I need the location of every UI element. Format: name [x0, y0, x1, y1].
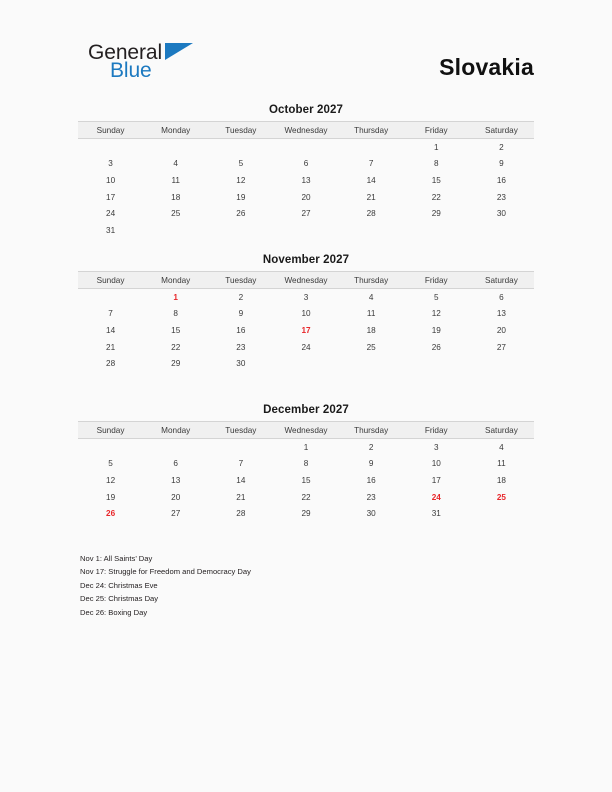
day-cell[interactable]: 29	[431, 209, 441, 219]
weekday-header-sunday: Sunday	[78, 272, 143, 289]
calendar-week-row	[78, 456, 534, 473]
calendar-table-october	[78, 121, 534, 239]
calendar-body	[78, 439, 534, 539]
weekday-header-tuesday: Tuesday	[208, 122, 273, 139]
empty-day-cell	[208, 522, 273, 539]
day-cell[interactable]: 24	[106, 209, 116, 219]
empty-day-cell	[273, 372, 338, 389]
calendar-week-row	[78, 139, 534, 156]
triangle-icon	[165, 43, 193, 60]
empty-day-cell	[404, 222, 469, 239]
empty-day-cell	[339, 139, 404, 156]
empty-day-cell	[208, 139, 273, 156]
weekday-header-row	[78, 422, 534, 439]
day-cell[interactable]: 20	[171, 492, 181, 502]
calendar-week-row	[78, 189, 534, 206]
holiday-legend-item: Nov 17: Struggle for Freedom and Democracy Day	[80, 567, 251, 577]
weekday-header-row	[78, 272, 534, 289]
weekday-header-friday: Friday	[404, 122, 469, 139]
empty-day-cell	[469, 522, 534, 539]
calendar-body	[78, 139, 534, 239]
day-cell[interactable]: 26	[431, 342, 441, 352]
day-cell[interactable]: 13	[171, 475, 181, 485]
holiday-legend	[80, 552, 500, 619]
weekday-header-saturday: Saturday	[469, 272, 534, 289]
day-cell[interactable]: 5	[108, 459, 113, 469]
page-title: Slovakia	[439, 54, 534, 80]
weekday-header-friday: Friday	[404, 272, 469, 289]
day-cell[interactable]: 9	[238, 309, 244, 319]
empty-day-cell	[469, 372, 534, 389]
day-cell[interactable]: 1	[433, 142, 439, 152]
empty-day-cell	[339, 355, 404, 372]
day-cell[interactable]: 3	[108, 159, 113, 169]
day-cell[interactable]: 7	[238, 459, 244, 469]
weekday-header-thursday: Thursday	[339, 122, 404, 139]
calendar-week-row	[78, 489, 534, 506]
day-cell[interactable]: 12	[431, 309, 441, 319]
day-cell[interactable]: 27	[496, 342, 506, 352]
empty-day-cell	[339, 522, 404, 539]
day-cell[interactable]: 17	[106, 192, 116, 202]
day-cell[interactable]: 19	[431, 325, 441, 335]
empty-day-cell	[469, 355, 534, 372]
day-cell[interactable]: 27	[301, 209, 311, 219]
holiday-legend-item: Dec 24: Christmas Eve	[80, 580, 158, 590]
holiday-legend-item: Nov 1: All Saints’ Day	[80, 554, 153, 563]
day-cell[interactable]: 11	[366, 309, 376, 319]
day-cell[interactable]: 22	[171, 342, 181, 352]
holiday-day-cell[interactable]: 26	[106, 509, 116, 519]
holiday-day-cell[interactable]: 25	[496, 492, 506, 502]
calendar-week-row	[78, 156, 534, 173]
month-title: December 2027	[263, 404, 349, 416]
logo-row-second	[88, 60, 162, 81]
empty-day-cell	[208, 372, 273, 389]
day-cell[interactable]: 7	[108, 309, 113, 319]
month-block-october	[78, 104, 534, 239]
day-cell[interactable]: 8	[173, 309, 178, 319]
day-cell[interactable]: 2	[368, 442, 374, 452]
calendar-week-row	[78, 306, 534, 323]
day-cell[interactable]: 28	[106, 359, 116, 369]
logo-text-general: General	[88, 41, 163, 64]
empty-day-cell	[469, 505, 534, 522]
empty-day-cell	[273, 522, 338, 539]
day-cell[interactable]: 12	[236, 175, 246, 185]
day-cell[interactable]: 4	[499, 442, 504, 452]
holiday-legend-item: Dec 26: Boxing Day	[80, 607, 148, 617]
day-cell[interactable]: 15	[431, 175, 441, 185]
calendar-week-row	[78, 472, 534, 489]
empty-day-cell	[273, 139, 338, 156]
day-cell[interactable]: 31	[106, 225, 116, 235]
weekday-header-wednesday: Wednesday	[273, 272, 338, 289]
day-cell[interactable]: 21	[236, 492, 246, 502]
day-cell[interactable]: 1	[303, 442, 309, 452]
weekday-header-row	[78, 122, 534, 139]
holiday-day-cell[interactable]: 24	[431, 492, 441, 502]
logo-text-blue: Blue	[110, 59, 152, 82]
day-cell[interactable]: 29	[171, 359, 181, 369]
day-cell[interactable]: 20	[496, 325, 506, 335]
day-cell[interactable]: 29	[301, 509, 311, 519]
empty-day-cell	[78, 289, 143, 306]
day-cell[interactable]: 7	[368, 159, 374, 169]
empty-day-cell	[404, 372, 469, 389]
general-blue-logo	[88, 42, 162, 81]
calendar-week-row	[78, 172, 534, 189]
holiday-day-cell[interactable]: 17	[301, 325, 311, 335]
day-cell[interactable]: 13	[496, 309, 506, 319]
day-cell[interactable]: 10	[301, 309, 311, 319]
empty-day-cell	[208, 222, 273, 239]
calendar-week-row	[78, 339, 534, 356]
day-cell[interactable]: 30	[236, 359, 246, 369]
day-cell[interactable]: 14	[236, 475, 246, 485]
empty-day-cell	[143, 139, 208, 156]
empty-day-cell	[78, 439, 143, 456]
weekday-header-saturday: Saturday	[469, 122, 534, 139]
calendar-table-december	[78, 421, 534, 539]
day-cell[interactable]: 24	[301, 342, 311, 352]
day-cell[interactable]: 14	[366, 175, 376, 185]
day-cell[interactable]: 2	[499, 142, 504, 152]
page-header	[78, 40, 534, 96]
day-cell[interactable]: 2	[238, 292, 244, 302]
empty-day-cell	[273, 355, 338, 372]
day-cell[interactable]: 9	[368, 459, 374, 469]
empty-day-cell	[78, 522, 143, 539]
weekday-header-tuesday: Tuesday	[208, 422, 273, 439]
day-cell[interactable]: 21	[106, 342, 116, 352]
month-block-november	[78, 254, 534, 389]
calendar-week-row	[78, 522, 534, 539]
calendar-week-row	[78, 289, 534, 306]
empty-day-cell	[143, 222, 208, 239]
day-cell[interactable]: 30	[366, 509, 376, 519]
empty-day-cell	[273, 222, 338, 239]
day-cell[interactable]: 23	[496, 192, 506, 202]
calendar-week-row	[78, 439, 534, 456]
day-cell[interactable]: 22	[431, 192, 441, 202]
day-cell[interactable]: 23	[236, 342, 246, 352]
empty-day-cell	[404, 522, 469, 539]
calendar-week-row	[78, 322, 534, 339]
weekday-header-monday: Monday	[143, 122, 208, 139]
day-cell[interactable]: 28	[236, 509, 246, 519]
weekday-header-sunday: Sunday	[78, 422, 143, 439]
calendar-body	[78, 289, 534, 389]
day-cell[interactable]: 15	[171, 325, 181, 335]
day-cell[interactable]: 19	[236, 192, 246, 202]
empty-day-cell	[78, 372, 143, 389]
day-cell[interactable]: 21	[366, 192, 376, 202]
day-cell[interactable]: 25	[171, 209, 181, 219]
holiday-day-cell[interactable]: 1	[173, 292, 178, 302]
day-cell[interactable]: 8	[303, 459, 309, 469]
calendar-week-row	[78, 205, 534, 222]
calendar-week-row	[78, 355, 534, 372]
calendar-table-november	[78, 271, 534, 389]
weekday-header-saturday: Saturday	[469, 422, 534, 439]
day-cell[interactable]: 5	[238, 159, 244, 169]
day-cell[interactable]: 8	[433, 159, 439, 169]
day-cell[interactable]: 16	[236, 325, 246, 335]
day-cell[interactable]: 6	[499, 292, 504, 302]
calendar-week-row	[78, 222, 534, 239]
day-cell[interactable]: 17	[431, 475, 441, 485]
day-cell[interactable]: 9	[499, 159, 504, 169]
day-cell[interactable]: 18	[366, 325, 376, 335]
day-cell[interactable]: 5	[433, 292, 439, 302]
empty-day-cell	[143, 372, 208, 389]
day-cell[interactable]: 28	[366, 209, 376, 219]
empty-day-cell	[208, 439, 273, 456]
weekday-header-wednesday: Wednesday	[273, 122, 338, 139]
day-cell[interactable]: 10	[106, 175, 116, 185]
day-cell[interactable]: 6	[303, 159, 309, 169]
month-title: October 2027	[268, 104, 344, 116]
day-cell[interactable]: 25	[366, 342, 376, 352]
empty-day-cell	[143, 439, 208, 456]
empty-day-cell	[143, 522, 208, 539]
empty-day-cell	[469, 222, 534, 239]
day-cell[interactable]: 18	[496, 475, 506, 485]
month-block-december	[78, 404, 534, 539]
day-cell[interactable]: 18	[171, 192, 181, 202]
empty-day-cell	[339, 222, 404, 239]
day-cell[interactable]: 11	[497, 459, 506, 469]
day-cell[interactable]: 30	[496, 209, 506, 219]
weekday-header-thursday: Thursday	[339, 272, 404, 289]
calendar-week-row	[78, 505, 534, 522]
holiday-legend-item: Dec 25: Christmas Day	[80, 594, 159, 604]
day-cell[interactable]: 11	[171, 175, 180, 185]
day-cell[interactable]: 10	[431, 459, 441, 469]
day-cell[interactable]: 4	[368, 292, 374, 302]
weekday-header-monday: Monday	[143, 272, 208, 289]
day-cell[interactable]: 4	[173, 159, 178, 169]
day-cell[interactable]: 12	[106, 475, 116, 485]
empty-day-cell	[404, 355, 469, 372]
weekday-header-tuesday: Tuesday	[208, 272, 273, 289]
day-cell[interactable]: 20	[301, 192, 311, 202]
weekday-header-friday: Friday	[404, 422, 469, 439]
day-cell[interactable]: 23	[366, 492, 376, 502]
empty-day-cell	[339, 372, 404, 389]
day-cell[interactable]: 26	[236, 209, 246, 219]
day-cell[interactable]: 16	[496, 175, 506, 185]
day-cell[interactable]: 3	[433, 442, 439, 452]
day-cell[interactable]: 14	[106, 325, 116, 335]
weekday-header-wednesday: Wednesday	[273, 422, 338, 439]
empty-day-cell	[78, 139, 143, 156]
day-cell[interactable]: 19	[106, 492, 116, 502]
day-cell[interactable]: 22	[301, 492, 311, 502]
month-title: November 2027	[262, 254, 350, 266]
day-cell[interactable]: 15	[301, 475, 311, 485]
weekday-header-monday: Monday	[143, 422, 208, 439]
calendar-week-row	[78, 372, 534, 389]
weekday-header-sunday: Sunday	[78, 122, 143, 139]
day-cell[interactable]: 31	[431, 509, 441, 519]
day-cell[interactable]: 6	[173, 459, 178, 469]
day-cell[interactable]: 3	[303, 292, 309, 302]
day-cell[interactable]: 16	[366, 475, 376, 485]
day-cell[interactable]: 27	[171, 509, 181, 519]
weekday-header-thursday: Thursday	[339, 422, 404, 439]
day-cell[interactable]: 13	[301, 175, 311, 185]
